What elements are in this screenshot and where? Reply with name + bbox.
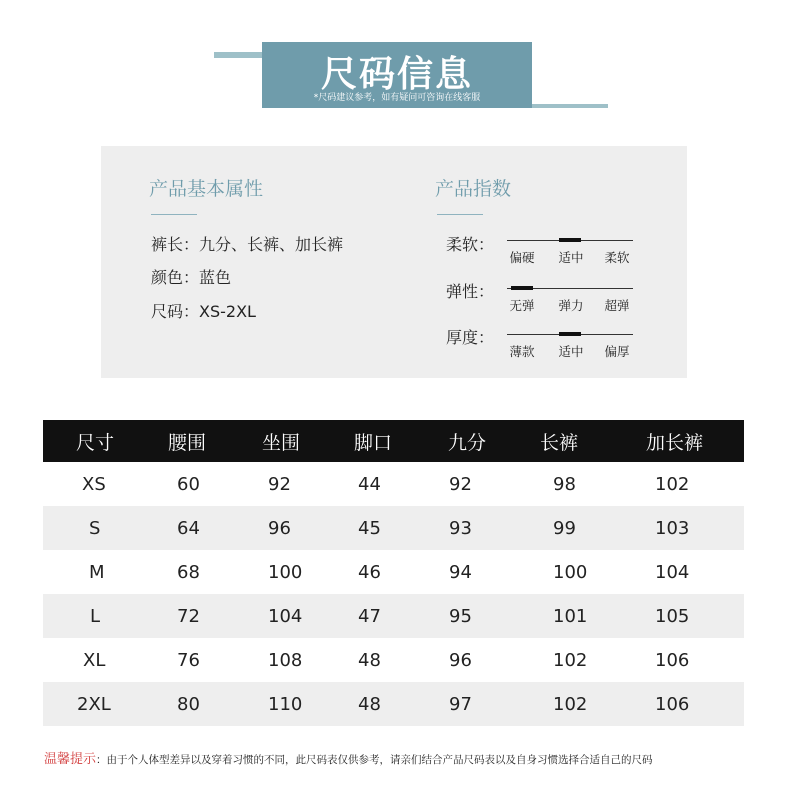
size-info-banner	[262, 42, 532, 108]
cell-leg-opening: 44	[358, 473, 381, 495]
header-cell-size: 尺寸	[76, 431, 115, 454]
cell-cropped: 97	[449, 693, 472, 715]
cell-cropped: 94	[449, 561, 472, 583]
header-cell-hip: 坐围	[262, 431, 301, 454]
table-row	[43, 638, 744, 682]
thickness-marker	[559, 332, 581, 336]
table-row	[43, 682, 744, 726]
cell-waist: 72	[177, 605, 200, 627]
cell-hip: 110	[268, 693, 303, 715]
cell-cropped: 92	[449, 473, 472, 495]
cell-long: 102	[553, 649, 588, 671]
basic-attributes-underline	[151, 214, 197, 215]
cell-waist: 64	[177, 517, 200, 539]
footnote-text: ：由于个人体型差异以及穿着习惯的不同，此尺码表仅供参考，请亲们结合产品尺码表以及自身习惯选择合适自己的尺码	[96, 754, 653, 766]
basic-attributes-title: 产品基本属性	[149, 178, 264, 200]
cell-leg-opening: 47	[358, 605, 381, 627]
thickness-option: 薄款	[509, 344, 535, 359]
thickness-label: 厚度：	[446, 328, 495, 347]
softness-label: 柔软：	[446, 235, 495, 254]
cell-cropped: 96	[449, 649, 472, 671]
cell-extra-long: 102	[655, 473, 690, 495]
footnote-key: 温馨提示	[44, 752, 97, 767]
cell-long: 102	[553, 693, 588, 715]
softness-option: 适中	[558, 250, 584, 265]
elasticity-option: 无弹	[509, 298, 535, 313]
cell-leg-opening: 48	[358, 693, 381, 715]
cell-leg-opening: 46	[358, 561, 381, 583]
elasticity-marker	[511, 286, 533, 290]
size-table	[43, 420, 744, 726]
product-index-underline	[437, 214, 483, 215]
cell-size: XL	[83, 649, 106, 671]
attribute-color: 颜色：蓝色	[151, 268, 232, 287]
cell-leg-opening: 45	[358, 517, 381, 539]
cell-size: M	[89, 561, 105, 583]
cell-long: 100	[553, 561, 588, 583]
cell-size: L	[90, 605, 101, 627]
header-cell-cropped: 九分	[448, 431, 487, 454]
thickness-option: 偏厚	[604, 344, 630, 359]
cell-extra-long: 104	[655, 561, 690, 583]
cell-size: XS	[82, 473, 106, 495]
cell-hip: 104	[268, 605, 303, 627]
cell-long: 98	[553, 473, 576, 495]
product-index-title: 产品指数	[435, 178, 512, 200]
softness-marker	[559, 238, 581, 242]
cell-waist: 76	[177, 649, 200, 671]
banner-title: 尺码信息	[320, 54, 473, 95]
footnote	[44, 748, 653, 767]
cell-extra-long: 103	[655, 517, 690, 539]
cell-cropped: 93	[449, 517, 472, 539]
banner-subtitle: *尺码建议参考，如有疑问可咨询在线客服	[313, 93, 481, 103]
cell-waist: 80	[177, 693, 200, 715]
cell-long: 101	[553, 605, 588, 627]
elasticity-option: 弹力	[558, 298, 584, 313]
cell-extra-long: 106	[655, 649, 690, 671]
attribute-panel	[101, 146, 687, 378]
table-header	[43, 420, 744, 462]
cell-hip: 108	[268, 649, 303, 671]
cell-hip: 100	[268, 561, 303, 583]
thickness-option: 适中	[558, 344, 584, 359]
cell-size: S	[89, 517, 101, 539]
cell-long: 99	[553, 517, 576, 539]
table-row	[43, 462, 744, 506]
attribute-size: 尺码：XS-2XL	[151, 302, 256, 321]
elasticity-option: 超弹	[604, 298, 630, 313]
elasticity-label: 弹性：	[446, 282, 495, 301]
cell-size: 2XL	[77, 693, 111, 715]
header-cell-long: 长裤	[540, 431, 579, 454]
cell-leg-opening: 48	[358, 649, 381, 671]
cell-waist: 68	[177, 561, 200, 583]
softness-option: 偏硬	[509, 250, 535, 265]
cell-cropped: 95	[449, 605, 472, 627]
softness-option: 柔软	[604, 250, 630, 265]
header-cell-waist: 腰围	[168, 431, 207, 454]
cell-extra-long: 106	[655, 693, 690, 715]
attribute-pants-length: 裤长：九分、长裤、加长裤	[151, 235, 344, 254]
cell-hip: 96	[268, 517, 291, 539]
cell-hip: 92	[268, 473, 291, 495]
table-row	[43, 550, 744, 594]
header-cell-leg-opening: 脚口	[354, 431, 393, 454]
cell-waist: 60	[177, 473, 200, 495]
table-row	[43, 506, 744, 550]
cell-extra-long: 105	[655, 605, 690, 627]
table-row	[43, 594, 744, 638]
header-cell-extra-long: 加长裤	[646, 431, 704, 454]
